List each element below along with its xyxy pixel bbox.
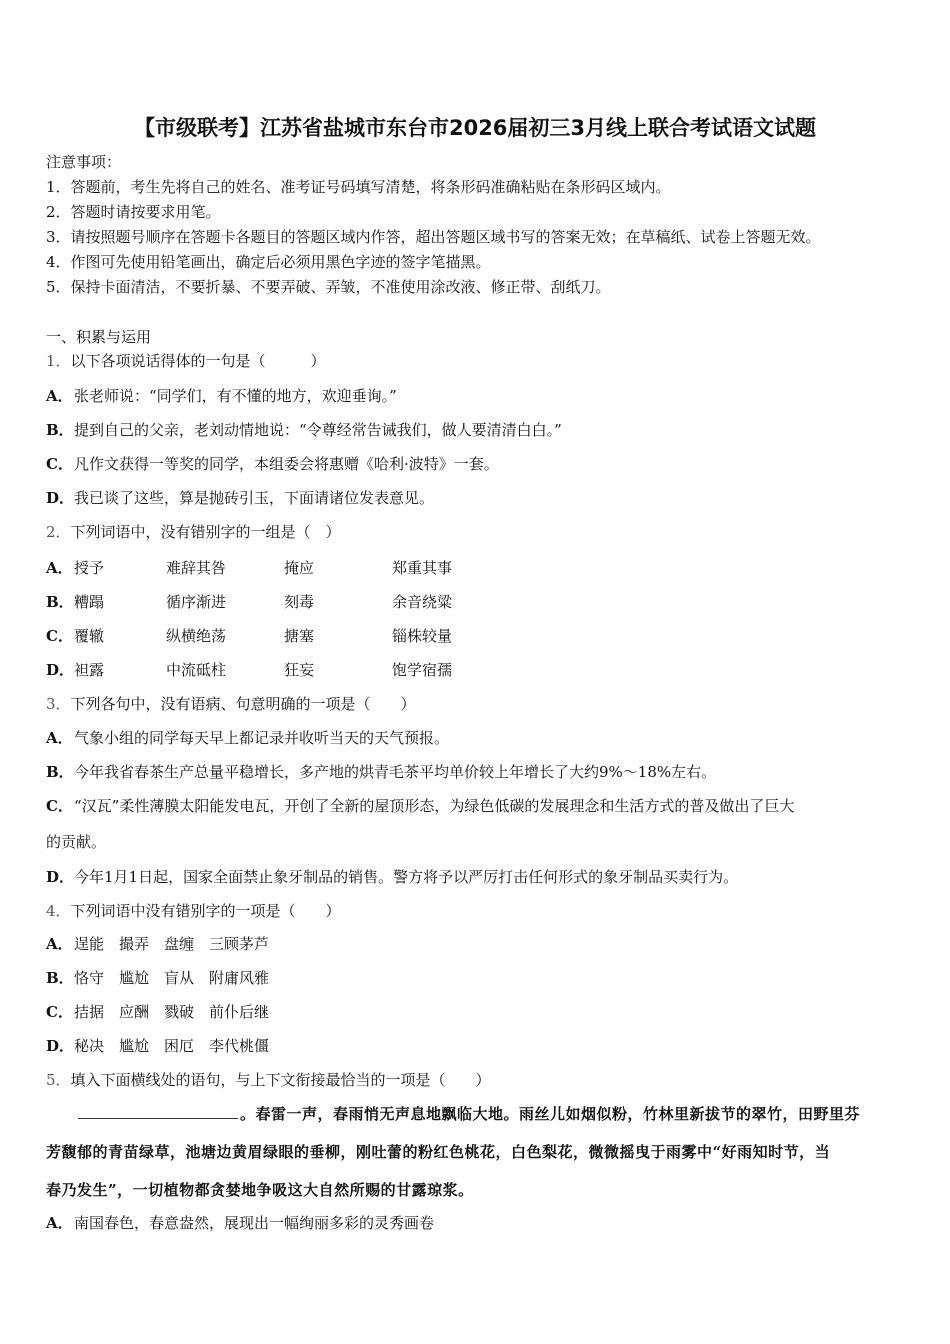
q4-option-b [46,968,269,988]
option-label: A． [46,1214,73,1232]
question-3-stem [46,694,416,714]
option-label: B． [46,969,74,987]
option-label: D． [46,868,75,886]
option-text: “汉瓦”柔性薄膜太阳能发电瓦，开创了全新的屋顶形态，为绿色低碳的发展理念和生活方式的普及做出了巨大 [74,797,795,815]
word-cell: 难辞其咎 [166,559,227,577]
option-text: 我已谈了这些，算是抛砖引玉，下面请诸位发表意见。 [74,489,435,507]
option-text: 提到自己的父亲，老刘动情地说：“令尊经常告诫我们，做人要清清白白。” [74,421,562,439]
word-cell: 郑重其事 [392,559,453,577]
option-label: B． [46,421,74,439]
q2-option-a [46,558,476,578]
word-cell: 覆辙 [74,627,105,645]
question-text: 下列各句中，没有语病、句意明确的一项是（ ） [70,695,416,713]
question-text: 下列词语中没有错别字的一项是（ ） [70,902,341,920]
option-text: 今年1月1日起，国家全面禁止象牙制品的销售。警方将予以严厉打击任何形式的象牙制品买卖行为。 [74,868,739,886]
option-label: C． [46,797,73,815]
word-cell: 纵横绝荡 [166,627,227,645]
q3-option-c [46,796,794,816]
word-cell: 中流砥柱 [166,661,227,679]
option-text: 逞能 撮弄 盘缠 三顾茅芦 [74,935,270,953]
option-label: B． [46,763,74,781]
notice-heading: 注意事项： [46,153,122,171]
notice-item: 1．答题前，考生先将自己的姓名、准考证号码填写清楚，将条形码准确粘贴在条形码区域内。 [46,178,671,196]
question-text: 填入下面横线处的语句，与上下文衔接最恰当的一项是（ ） [70,1071,491,1089]
option-label: D． [46,1037,75,1055]
option-text: 的贡献。 [46,833,107,851]
notice-item: 4．作图可先使用铅笔画出，确定后必须用黑色字迹的签字笔描黑。 [46,253,491,271]
option-label: C． [46,455,73,473]
q4-option-d [46,1036,269,1056]
q2-option-c [46,626,476,646]
section-heading: 一、积累与运用 [46,328,152,346]
option-label: D． [46,489,75,507]
notice-item: 3．请按照题号顺序在答题卡各题目的答题区域内作答，超出答题区域书写的答案无效；在草稿纸、试卷上答题无效。 [46,228,821,246]
question-number: 2． [46,523,71,541]
option-label: A． [46,935,73,953]
q3-option-d [46,867,738,887]
q1-option-c [46,454,499,474]
word-cell: 循序渐进 [166,593,227,611]
question-2-stem [46,522,341,542]
word-cell: 搪塞 [284,627,315,645]
question-number: 3． [46,695,71,713]
q1-option-a [46,386,397,406]
option-label: B． [46,593,74,611]
option-text: 气象小组的同学每天早上都记录并收听当天的天气预报。 [74,729,450,747]
question-text: 以下各项说话得体的一句是（ ） [70,352,326,370]
question-number: 4． [46,902,71,920]
option-label: D． [46,661,75,679]
notice-item: 5．保持卡面清洁，不要折暴、不要弄破、弄皱，不准使用涂改液、修正带、刮纸刀。 [46,278,611,296]
passage-line: 芳馥郁的青苗绿草，池塘边黄眉绿眼的垂柳，刚吐蕾的粉红色桃花，白色梨花，微微摇曳于雨雾中“好雨知时节，当 [46,1143,831,1161]
word-cell: 授予 [74,559,105,577]
q1-option-d [46,488,434,508]
word-cell: 糟蹋 [74,593,105,611]
q5-option-a [46,1213,434,1233]
passage-line [78,1104,860,1124]
q2-option-b [46,592,476,612]
question-1-stem [46,351,326,371]
question-number: 1． [46,352,71,370]
word-cell: 刻毒 [284,593,315,611]
option-text: 凡作文获得一等奖的同学，本组委会将惠赠《哈利·波特》一套。 [74,455,499,473]
q4-option-a [46,934,269,954]
q3-option-b [46,762,716,782]
q1-option-b [46,420,562,440]
word-cell: 狂妄 [284,661,315,679]
option-text: 秘决 尴尬 困厄 李代桃僵 [74,1037,270,1055]
fill-in-blank [78,1104,238,1119]
page-title: 【市级联考】江苏省盐城市东台市2026届初三3月线上联合考试语文试题 [133,116,817,140]
option-label: A． [46,387,73,405]
q4-option-c [46,1002,269,1022]
option-label: A． [46,559,73,577]
word-cell: 余音绕粱 [392,593,453,611]
question-5-stem [46,1070,491,1090]
word-cell: 锱株较量 [392,627,453,645]
passage-line: 春乃发生”，一切植物都贪婪地争吸这大自然所赐的甘露琼浆。 [46,1181,474,1199]
word-cell: 袒露 [74,661,105,679]
q2-option-d [46,660,476,680]
q3-option-a [46,728,449,748]
option-text: 恪守 尴尬 盲从 附庸风雅 [74,969,270,987]
option-text: 南国春色，春意盎然，展现出一幅绚丽多彩的灵秀画卷 [74,1214,435,1232]
option-text: 拮据 应酬 戮破 前仆后继 [74,1003,270,1021]
question-4-stem [46,901,341,921]
option-label: C． [46,1003,73,1021]
option-label: C． [46,627,73,645]
notice-item: 2．答题时请按要求用笔。 [46,203,221,221]
word-cell: 掩应 [284,559,315,577]
question-text: 下列词语中，没有错别字的一组是（ ） [70,523,341,541]
option-text: 今年我省春茶生产总量平稳增长，多产地的烘青毛茶平均单价较上年增长了大约9%～18%左右。 [74,763,717,781]
q3-option-c-continued [46,832,106,852]
word-cell: 饱学宿孺 [392,661,453,679]
option-text: 张老师说：“同学们，有不懂的地方，欢迎垂询。” [74,387,397,405]
passage-text: 。春雷一声，春雨悄无声息地飘临大地。雨丝儿如烟似粉，竹林里新拔节的翠竹，田野里芬 [240,1105,861,1123]
option-label: A． [46,729,73,747]
question-number: 5． [46,1071,71,1089]
